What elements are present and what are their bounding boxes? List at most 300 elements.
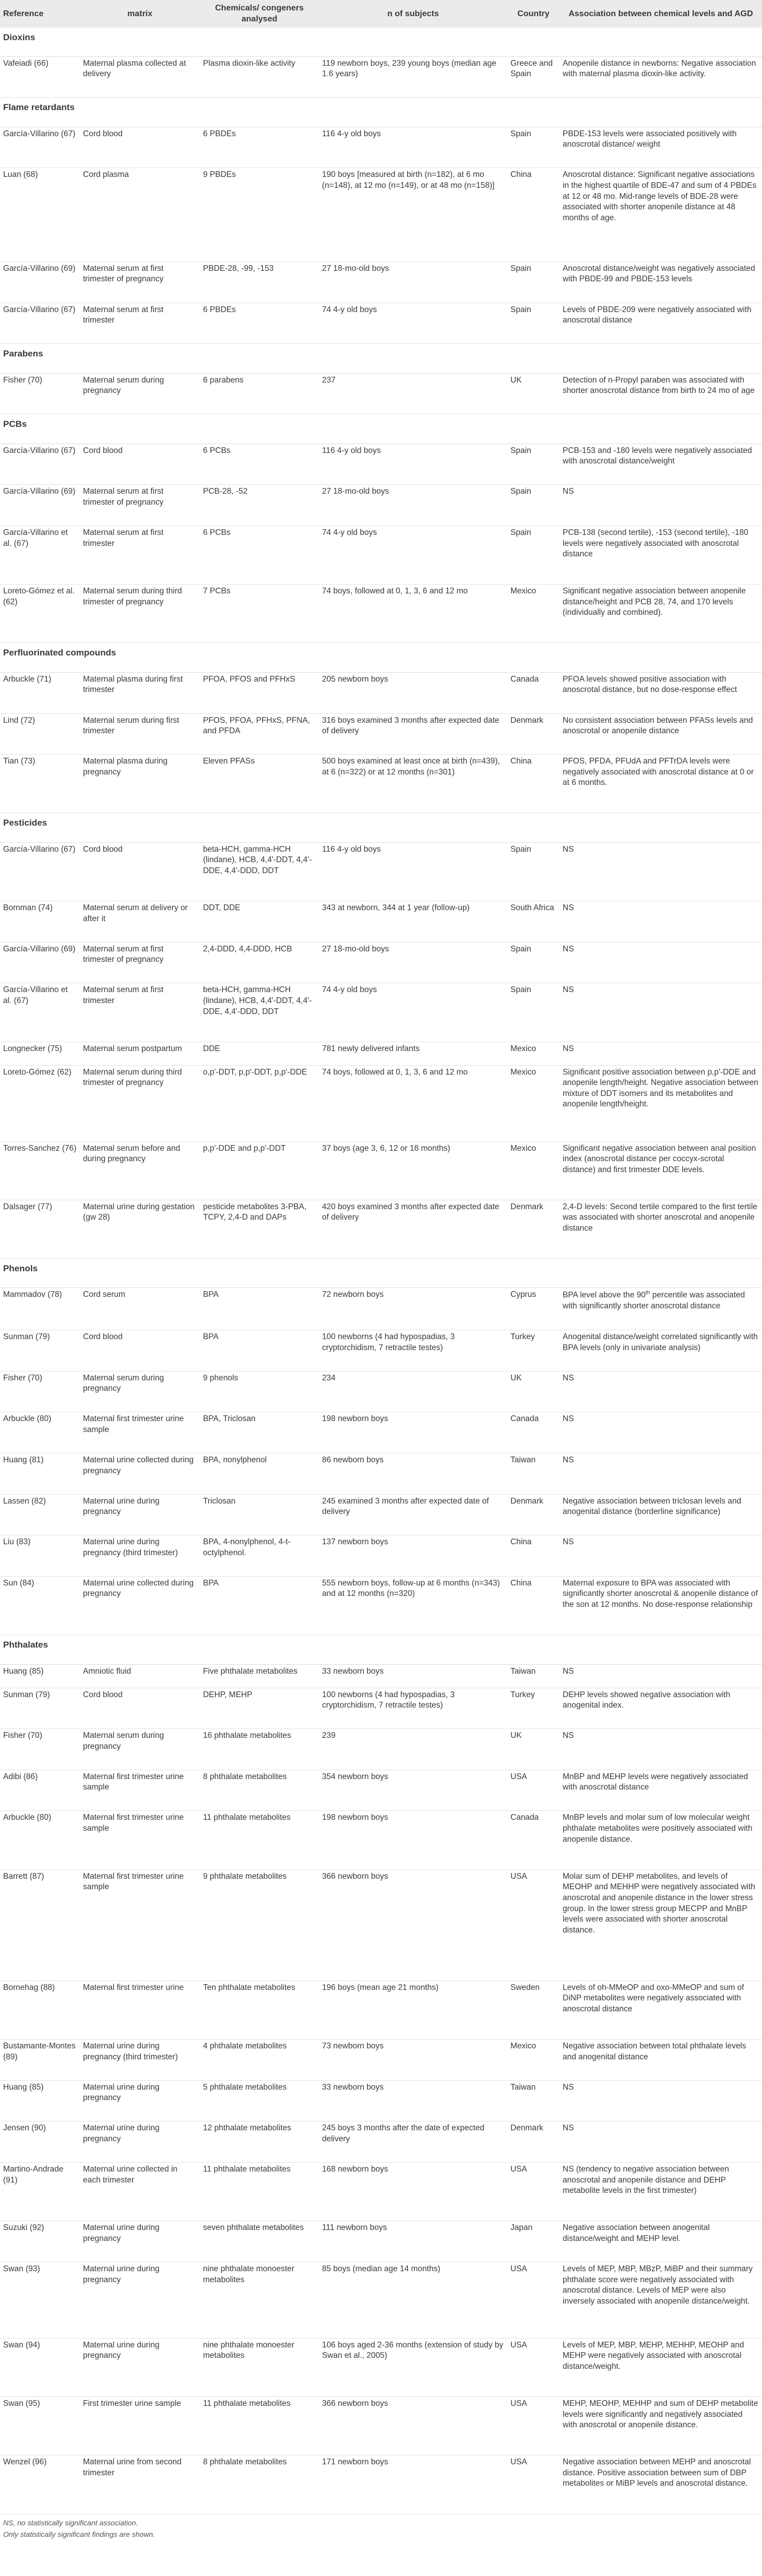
association-cell: Detection of n-Propyl paraben was associated with shorter anoscrotal distance from birth to 24 mo of age (559, 373, 762, 414)
table-row (0, 1453, 762, 1494)
subjects-cell: 27 18-mo-old boys (319, 485, 507, 526)
table-row (0, 942, 762, 983)
matrix-cell: First trimester urine sample (80, 2397, 200, 2455)
table-row (0, 1330, 762, 1372)
chemicals-cell: 8 phthalate metabolites (200, 2455, 319, 2514)
matrix-cell: Maternal urine during pregnancy (80, 2080, 200, 2121)
table-row (0, 2455, 762, 2514)
table-row (0, 127, 762, 168)
header-reference: Reference (0, 0, 80, 28)
country-cell: USA (507, 2338, 559, 2396)
chemicals-cell: 12 phthalate metabolites (200, 2121, 319, 2163)
chemicals-cell: pesticide metabolites 3-PBA, TCPY, 2,4-D and DAPs (200, 1200, 319, 1258)
chemicals-cell: 11 phthalate metabolites (200, 2397, 319, 2455)
section-title: Pesticides (0, 813, 762, 842)
matrix-cell: Maternal first trimester urine sample (80, 1811, 200, 1869)
matrix-cell: Maternal urine during pregnancy (80, 2262, 200, 2338)
subjects-cell: 33 newborn boys (319, 2080, 507, 2121)
chemicals-cell: 5 phthalate metabolites (200, 2080, 319, 2121)
matrix-cell: Maternal serum at first trimester of pregnancy (80, 261, 200, 303)
association-cell: NS (559, 2080, 762, 2121)
chemicals-cell: DDE (200, 1042, 319, 1065)
matrix-cell: Maternal urine during gestation (gw 28) (80, 1200, 200, 1258)
matrix-cell: Maternal first trimester urine sample (80, 1412, 200, 1453)
table-row (0, 526, 762, 584)
country-cell: Canada (507, 1811, 559, 1869)
reference-cell: Wenzel (96) (0, 2455, 80, 2514)
matrix-cell: Cord plasma (80, 168, 200, 261)
association-cell: NS (559, 1042, 762, 1065)
matrix-cell: Maternal serum during first trimester (80, 713, 200, 755)
country-cell: Mexico (507, 2040, 559, 2081)
matrix-cell: Maternal first trimester urine (80, 1981, 200, 2039)
chemicals-cell: 4 phthalate metabolites (200, 2040, 319, 2081)
reference-cell: Huang (81) (0, 1453, 80, 1494)
association-cell: NS (559, 983, 762, 1042)
country-cell: Denmark (507, 713, 559, 755)
subjects-cell: 500 boys examined at least once at birth (n=439), at 6 (n=322) or at 12 months (n=301) (319, 755, 507, 813)
reference-cell: García-Villarino (67) (0, 127, 80, 168)
reference-cell: García-Villarino et al. (67) (0, 983, 80, 1042)
subjects-cell: 86 newborn boys (319, 1453, 507, 1494)
reference-cell: Martino-Andrade (91) (0, 2163, 80, 2221)
chemicals-cell: 8 phthalate metabolites (200, 1770, 319, 1811)
subjects-cell: 111 newborn boys (319, 2221, 507, 2262)
table-row (0, 168, 762, 261)
table-row (0, 1535, 762, 1577)
matrix-cell: Cord blood (80, 127, 200, 168)
reference-cell: Arbuckle (71) (0, 672, 80, 713)
country-cell: Spain (507, 485, 559, 526)
chemicals-cell: Five phthalate metabolites (200, 1664, 319, 1688)
subjects-cell: 100 newborns (4 had hypospadias, 3 cryptorchidism, 7 retractile testes) (319, 1688, 507, 1729)
chemicals-cell: 6 PBDEs (200, 127, 319, 168)
association-cell: PBDE-153 levels were associated positively with anoscrotal distance/ weight (559, 127, 762, 168)
chemicals-cell: 6 PCBs (200, 526, 319, 584)
section-title: Phenols (0, 1259, 762, 1288)
matrix-cell: Maternal urine during pregnancy (80, 1494, 200, 1535)
country-cell: Mexico (507, 1065, 559, 1141)
country-cell: Japan (507, 2221, 559, 2262)
country-cell: Spain (507, 303, 559, 344)
reference-cell: Luan (68) (0, 168, 80, 261)
matrix-cell: Maternal urine collected during pregnancy (80, 1576, 200, 1635)
subjects-cell: 106 boys aged 2-36 months (extension of study by Swan et al., 2005) (319, 2338, 507, 2396)
section-row (0, 28, 762, 57)
table-row (0, 444, 762, 485)
subjects-cell: 366 newborn boys (319, 2397, 507, 2455)
country-cell: USA (507, 2163, 559, 2221)
association-cell: PCB-153 and -180 levels were negatively associated with anoscrotal distance/weight (559, 444, 762, 485)
reference-cell: Loreto-Gómez et al. (62) (0, 585, 80, 643)
association-cell: NS (tendency to negative association between anoscrotal and anopenile distance and DEHP metabolite levels in the first trimester) (559, 2163, 762, 2221)
matrix-cell: Maternal serum postpartum (80, 1042, 200, 1065)
country-cell: USA (507, 2397, 559, 2455)
association-cell: PFOS, PFDA, PFUdA and PFTrDA levels were negatively associated with anoscrotal distance at 0 or at 6 months. (559, 755, 762, 813)
country-cell: Taiwan (507, 1453, 559, 1494)
country-cell: Canada (507, 672, 559, 713)
country-cell: Spain (507, 127, 559, 168)
chemicals-cell: 7 PCBs (200, 585, 319, 643)
table-row (0, 1729, 762, 1770)
subjects-cell: 116 4-y old boys (319, 127, 507, 168)
reference-cell: Sunman (79) (0, 1330, 80, 1372)
table-row (0, 1065, 762, 1141)
table-row (0, 2121, 762, 2163)
subjects-cell: 198 newborn boys (319, 1412, 507, 1453)
header-chemicals: Chemicals/ congeners analysed (200, 0, 319, 28)
chemicals-cell: BPA, Triclosan (200, 1412, 319, 1453)
reference-cell: García-Villarino et al. (67) (0, 526, 80, 584)
matrix-cell: Maternal plasma during pregnancy (80, 755, 200, 813)
country-cell: Denmark (507, 1200, 559, 1258)
table-row (0, 1981, 762, 2039)
reference-cell: Loreto-Gómez (62) (0, 1065, 80, 1141)
association-cell: Maternal exposure to BPA was associated with significantly shorter anoscrotal & anopenile distance of the son at 12 months. No dose-response relationship (559, 1576, 762, 1635)
reference-cell: Dalsager (77) (0, 1200, 80, 1258)
reference-cell: Suzuki (92) (0, 2221, 80, 2262)
country-cell: Spain (507, 261, 559, 303)
association-cell: MnBP and MEHP levels were negatively associated with anoscrotal distance (559, 1770, 762, 1811)
table-row (0, 1811, 762, 1869)
association-cell: BPA level above the 90th percentile was associated with significantly shorter anoscrotal distance (559, 1288, 762, 1330)
reference-cell: Arbuckle (80) (0, 1811, 80, 1869)
country-cell: Spain (507, 942, 559, 983)
country-cell: Sweden (507, 1981, 559, 2039)
matrix-cell: Maternal urine during pregnancy (80, 2221, 200, 2262)
matrix-cell: Cord serum (80, 1288, 200, 1330)
reference-cell: Jensen (90) (0, 2121, 80, 2163)
footnote-ns: NS, no statistically significant association. (3, 2519, 138, 2527)
subjects-cell: 316 boys examined 3 months after expected date of delivery (319, 713, 507, 755)
matrix-cell: Maternal urine collected during pregnancy (80, 1453, 200, 1494)
header-association: Association between chemical levels and AGD (559, 0, 762, 28)
matrix-cell: Maternal urine during pregnancy (80, 2121, 200, 2163)
section-title: PCBs (0, 414, 762, 444)
table-row (0, 1141, 762, 1200)
chemicals-cell: o,p'-DDT, p,p'-DDT, p,p'-DDE (200, 1065, 319, 1141)
association-cell: Significant positive association between p,p'-DDE and anopenile length/height. Negative association between mixture of DDT isomers and its metabolites and anopenile length/height. (559, 1065, 762, 1141)
header-matrix: matrix (80, 0, 200, 28)
reference-cell: Bornehag (88) (0, 1981, 80, 2039)
chemicals-cell: p,p'-DDE and p,p'-DDT (200, 1141, 319, 1200)
country-cell: Turkey (507, 1330, 559, 1372)
chemicals-cell: PCB-28, -52 (200, 485, 319, 526)
reference-cell: Barrett (87) (0, 1869, 80, 1981)
country-cell: Turkey (507, 1688, 559, 1729)
country-cell: South Africa (507, 901, 559, 943)
reference-cell: Arbuckle (80) (0, 1412, 80, 1453)
subjects-cell: 27 18-mo-old boys (319, 942, 507, 983)
matrix-cell: Maternal first trimester urine sample (80, 1869, 200, 1981)
country-cell: Taiwan (507, 2080, 559, 2121)
association-cell: Negative association between total phthalate levels and anogenital distance (559, 2040, 762, 2081)
country-cell: Mexico (507, 1141, 559, 1200)
association-cell: Negative association between MEHP and anoscrotal distance. Positive association between sum of DBP metabolites or MiBP levels and anoscrotal distance. (559, 2455, 762, 2514)
table-row (0, 2163, 762, 2221)
reference-cell: Bornman (74) (0, 901, 80, 943)
association-cell: PFOA levels showed positive association with anoscrotal distance, but no dose-response effect (559, 672, 762, 713)
table-row (0, 901, 762, 943)
subjects-cell: 116 4-y old boys (319, 842, 507, 901)
table-row (0, 261, 762, 303)
section-title: Perfluorinated compounds (0, 643, 762, 672)
section-row (0, 1635, 762, 1664)
reference-cell: Adibi (86) (0, 1770, 80, 1811)
chemicals-cell: 11 phthalate metabolites (200, 2163, 319, 2221)
subjects-cell: 74 boys, followed at 0, 1, 3, 6 and 12 mo (319, 585, 507, 643)
matrix-cell: Cord blood (80, 444, 200, 485)
section-title: Flame retardants (0, 98, 762, 127)
section-title: Dioxins (0, 28, 762, 57)
country-cell: Mexico (507, 585, 559, 643)
chemicals-cell: BPA (200, 1288, 319, 1330)
chemicals-cell: PBDE-28, -99, -153 (200, 261, 319, 303)
matrix-cell: Maternal serum at first trimester of pregnancy (80, 485, 200, 526)
subjects-cell: 190 boys [measured at birth (n=182), at 6 mo (n=148), at 12 mo (n=149), or at 48 mo (n=158)] (319, 168, 507, 261)
chemicals-cell: nine phthalate monoester metabolites (200, 2338, 319, 2396)
chemicals-cell: 11 phthalate metabolites (200, 1811, 319, 1869)
table-row (0, 713, 762, 755)
table-row (0, 2262, 762, 2338)
association-cell: NS (559, 1535, 762, 1577)
table-row (0, 1494, 762, 1535)
association-cell: Levels of oh-MMeOP and oxo-MMeOP and sum of DiNP metabolites were negatively associated with anoscrotal distance (559, 1981, 762, 2039)
matrix-cell: Maternal serum during third trimester of pregnancy (80, 585, 200, 643)
subjects-cell: 33 newborn boys (319, 1664, 507, 1688)
chemicals-cell: Plasma dioxin-like activity (200, 56, 319, 98)
table-row (0, 1371, 762, 1412)
subjects-cell: 74 4-y old boys (319, 526, 507, 584)
country-cell: Mexico (507, 1042, 559, 1065)
matrix-cell: Maternal serum during pregnancy (80, 1371, 200, 1412)
subjects-cell: 116 4-y old boys (319, 444, 507, 485)
chemicals-cell: 6 PCBs (200, 444, 319, 485)
subjects-cell: 555 newborn boys, follow-up at 6 months (n=343) and at 12 months (n=320) (319, 1576, 507, 1635)
table-body (0, 28, 762, 2514)
country-cell: Spain (507, 526, 559, 584)
association-cell: NS (559, 942, 762, 983)
chemicals-cell: DDT, DDE (200, 901, 319, 943)
reference-cell: Sunman (79) (0, 1688, 80, 1729)
association-cell: NS (559, 1412, 762, 1453)
subjects-cell: 366 newborn boys (319, 1869, 507, 1981)
subjects-cell: 137 newborn boys (319, 1535, 507, 1577)
table-row (0, 2338, 762, 2396)
association-cell: NS (559, 485, 762, 526)
chemicals-cell: 6 parabens (200, 373, 319, 414)
country-cell: Denmark (507, 1494, 559, 1535)
table-row (0, 1288, 762, 1330)
header-n-subjects: n of subjects (319, 0, 507, 28)
country-cell: UK (507, 1371, 559, 1412)
section-title: Parabens (0, 344, 762, 373)
table-row (0, 1576, 762, 1635)
reference-cell: Mammadov (78) (0, 1288, 80, 1330)
chemicals-cell: BPA, 4-nonylphenol, 4-t-octylphenol. (200, 1535, 319, 1577)
matrix-cell: Maternal urine during pregnancy (third trimester) (80, 2040, 200, 2081)
subjects-cell: 37 boys (age 3, 6, 12 or 18 months) (319, 1141, 507, 1200)
table-row (0, 983, 762, 1042)
subjects-cell: 119 newborn boys, 239 young boys (median age 1.6 years) (319, 56, 507, 98)
chemicals-cell: BPA (200, 1330, 319, 1372)
association-cell: Molar sum of DEHP metabolites, and levels of MEOHP and MEHHP were negatively associated with anoscrotal and anopenile distance in the lower stress group. In the lower stress group MECPP and MnBP levels were associated with shorter anoscrotal distance. (559, 1869, 762, 1981)
reference-cell: García-Villarino (69) (0, 261, 80, 303)
table-row (0, 2080, 762, 2121)
chemicals-cell: Ten phthalate metabolites (200, 1981, 319, 2039)
reference-cell: Fisher (70) (0, 373, 80, 414)
matrix-cell: Amniotic fluid (80, 1664, 200, 1688)
table-row (0, 755, 762, 813)
reference-cell: Bustamante-Montes (89) (0, 2040, 80, 2081)
table-header-row (0, 0, 762, 28)
association-cell: Negative association between triclosan levels and anogenital distance (borderline significance) (559, 1494, 762, 1535)
association-cell: NS (559, 842, 762, 901)
chemicals-cell: DEHP, MEHP (200, 1688, 319, 1729)
subjects-cell: 245 examined 3 months after expected date of delivery (319, 1494, 507, 1535)
reference-cell: Huang (85) (0, 2080, 80, 2121)
country-cell: China (507, 755, 559, 813)
association-cell: 2,4-D levels: Second tertile compared to the first tertile was associated with shorter anoscrotal and anopenile distance (559, 1200, 762, 1258)
table-row (0, 585, 762, 643)
association-cell: Anoscrotal distance/weight was negatively associated with PBDE-99 and PBDE-153 levels (559, 261, 762, 303)
country-cell: Taiwan (507, 1664, 559, 1688)
reference-cell: Longnecker (75) (0, 1042, 80, 1065)
chemicals-cell: 6 PBDEs (200, 303, 319, 344)
section-row (0, 813, 762, 842)
chemicals-cell: PFOA, PFOS and PFHxS (200, 672, 319, 713)
country-cell: China (507, 1535, 559, 1577)
country-cell: USA (507, 1770, 559, 1811)
subjects-cell: 234 (319, 1371, 507, 1412)
matrix-cell: Maternal urine from second trimester (80, 2455, 200, 2514)
table-row (0, 1042, 762, 1065)
subjects-cell: 245 boys 3 months after the date of expected delivery (319, 2121, 507, 2163)
subjects-cell: 354 newborn boys (319, 1770, 507, 1811)
association-cell: Levels of PBDE-209 were negatively associated with anoscrotal distance (559, 303, 762, 344)
subjects-cell: 100 newborns (4 had hypospadias, 3 cryptorchidism, 7 retractile testes) (319, 1330, 507, 1372)
reference-cell: Lassen (82) (0, 1494, 80, 1535)
section-title: Phthalates (0, 1635, 762, 1664)
chemicals-cell: seven phthalate metabolites (200, 2221, 319, 2262)
subjects-cell: 27 18-mo-old boys (319, 261, 507, 303)
matrix-cell: Maternal urine collected in each trimester (80, 2163, 200, 2221)
table-row (0, 2397, 762, 2455)
table-row (0, 1200, 762, 1258)
table-row (0, 1770, 762, 1811)
table-row (0, 1869, 762, 1981)
matrix-cell: Maternal serum at first trimester (80, 303, 200, 344)
section-row (0, 414, 762, 444)
association-cell: NS (559, 1453, 762, 1494)
subjects-cell: 74 4-y old boys (319, 983, 507, 1042)
reference-cell: Swan (94) (0, 2338, 80, 2396)
reference-cell: Sun (84) (0, 1576, 80, 1635)
subjects-cell: 73 newborn boys (319, 2040, 507, 2081)
association-cell: Levels of MEP, MBP, MBzP, MiBP and their summary phthalate score were negatively associated with anoscrotal distance. Levels of MEP were also inversely associated with anopenile distance/weight. (559, 2262, 762, 2338)
matrix-cell: Maternal plasma collected at delivery (80, 56, 200, 98)
association-cell: NS (559, 1664, 762, 1688)
reference-cell: Swan (93) (0, 2262, 80, 2338)
section-row (0, 98, 762, 127)
country-cell: Canada (507, 1412, 559, 1453)
country-cell: Greece and Spain (507, 56, 559, 98)
association-cell: Levels of MEP, MBP, MEHP, MEHHP, MEOHP and MEHP were negatively associated with anoscrotal distance/weight. (559, 2338, 762, 2396)
country-cell: UK (507, 1729, 559, 1770)
reference-cell: García-Villarino (67) (0, 303, 80, 344)
reference-cell: Liu (83) (0, 1535, 80, 1577)
country-cell: UK (507, 373, 559, 414)
subjects-cell: 198 newborn boys (319, 1811, 507, 1869)
reference-cell: Torres-Sanchez (76) (0, 1141, 80, 1200)
matrix-cell: Maternal serum at first trimester (80, 983, 200, 1042)
reference-cell: Fisher (70) (0, 1371, 80, 1412)
table-row (0, 842, 762, 901)
matrix-cell: Maternal plasma during first trimester (80, 672, 200, 713)
chemicals-cell: 9 PBDEs (200, 168, 319, 261)
country-cell: Spain (507, 842, 559, 901)
matrix-cell: Maternal serum at delivery or after it (80, 901, 200, 943)
country-cell: Spain (507, 983, 559, 1042)
matrix-cell: Maternal serum during third trimester of pregnancy (80, 1065, 200, 1141)
footnote-significant: Only statistically significant findings are shown. (3, 2530, 156, 2538)
reference-cell: Vafeiadi (66) (0, 56, 80, 98)
country-cell: China (507, 1576, 559, 1635)
subjects-cell: 168 newborn boys (319, 2163, 507, 2221)
association-cell: NS (559, 901, 762, 943)
chemicals-cell: 9 phenols (200, 1371, 319, 1412)
subjects-cell: 781 newly delivered infants (319, 1042, 507, 1065)
reference-cell: Fisher (70) (0, 1729, 80, 1770)
matrix-cell: Maternal serum during pregnancy (80, 373, 200, 414)
chemicals-cell: 2,4-DDD, 4,4-DDD, HCB (200, 942, 319, 983)
chemicals-cell: PFOS, PFOA, PFHxS, PFNA, and PFDA (200, 713, 319, 755)
country-cell: Denmark (507, 2121, 559, 2163)
association-cell: Anogenital distance/weight correlated significantly with BPA levels (only in univariate analysis) (559, 1330, 762, 1372)
matrix-cell: Maternal serum at first trimester (80, 526, 200, 584)
association-cell: MEHP, MEOHP, MEHHP and sum of DEHP metabolite levels were significantly and negatively associated with anoscrotal or anopenile distance. (559, 2397, 762, 2455)
matrix-cell: Cord blood (80, 1330, 200, 1372)
association-cell: Anoscrotal distance: Significant negative associations in the highest quartile of BDE-47 and sum of 4 PBDEs at 12 or 48 mo. Mid-range levels of BDE-28 were associated with shorter anopenile distance at 48 months of age. (559, 168, 762, 261)
country-cell: USA (507, 2455, 559, 2514)
subjects-cell: 74 boys, followed at 0, 1, 3, 6 and 12 mo (319, 1065, 507, 1141)
table-row (0, 303, 762, 344)
matrix-cell: Cord blood (80, 842, 200, 901)
country-cell: USA (507, 1869, 559, 1981)
table-row (0, 1664, 762, 1688)
matrix-cell: Maternal urine during pregnancy (third trimester) (80, 1535, 200, 1577)
table-row (0, 2221, 762, 2262)
section-row (0, 643, 762, 672)
reference-cell: Tian (73) (0, 755, 80, 813)
matrix-cell: Maternal serum during pregnancy (80, 1729, 200, 1770)
association-cell: NS (559, 2121, 762, 2163)
association-cell: Negative association between anogenital distance/weight and MEHP level. (559, 2221, 762, 2262)
reference-cell: García-Villarino (69) (0, 942, 80, 983)
association-cell: No consistent association between PFASs levels and anoscrotal or anopenile distance (559, 713, 762, 755)
country-cell: Cyprus (507, 1288, 559, 1330)
matrix-cell: Maternal serum before and during pregnancy (80, 1141, 200, 1200)
country-cell: Spain (507, 444, 559, 485)
association-cell: MnBP levels and molar sum of low molecular weight phthalate metabolites were positively associated with anopenile distance. (559, 1811, 762, 1869)
table-row (0, 56, 762, 98)
association-cell: PCB-138 (second tertile), -153 (second tertile), -180 levels were negatively associated with anoscrotal distance (559, 526, 762, 584)
subjects-cell: 85 boys (median age 14 months) (319, 2262, 507, 2338)
subjects-cell: 171 newborn boys (319, 2455, 507, 2514)
reference-cell: Huang (85) (0, 1664, 80, 1688)
table-row (0, 672, 762, 713)
association-cell: NS (559, 1729, 762, 1770)
